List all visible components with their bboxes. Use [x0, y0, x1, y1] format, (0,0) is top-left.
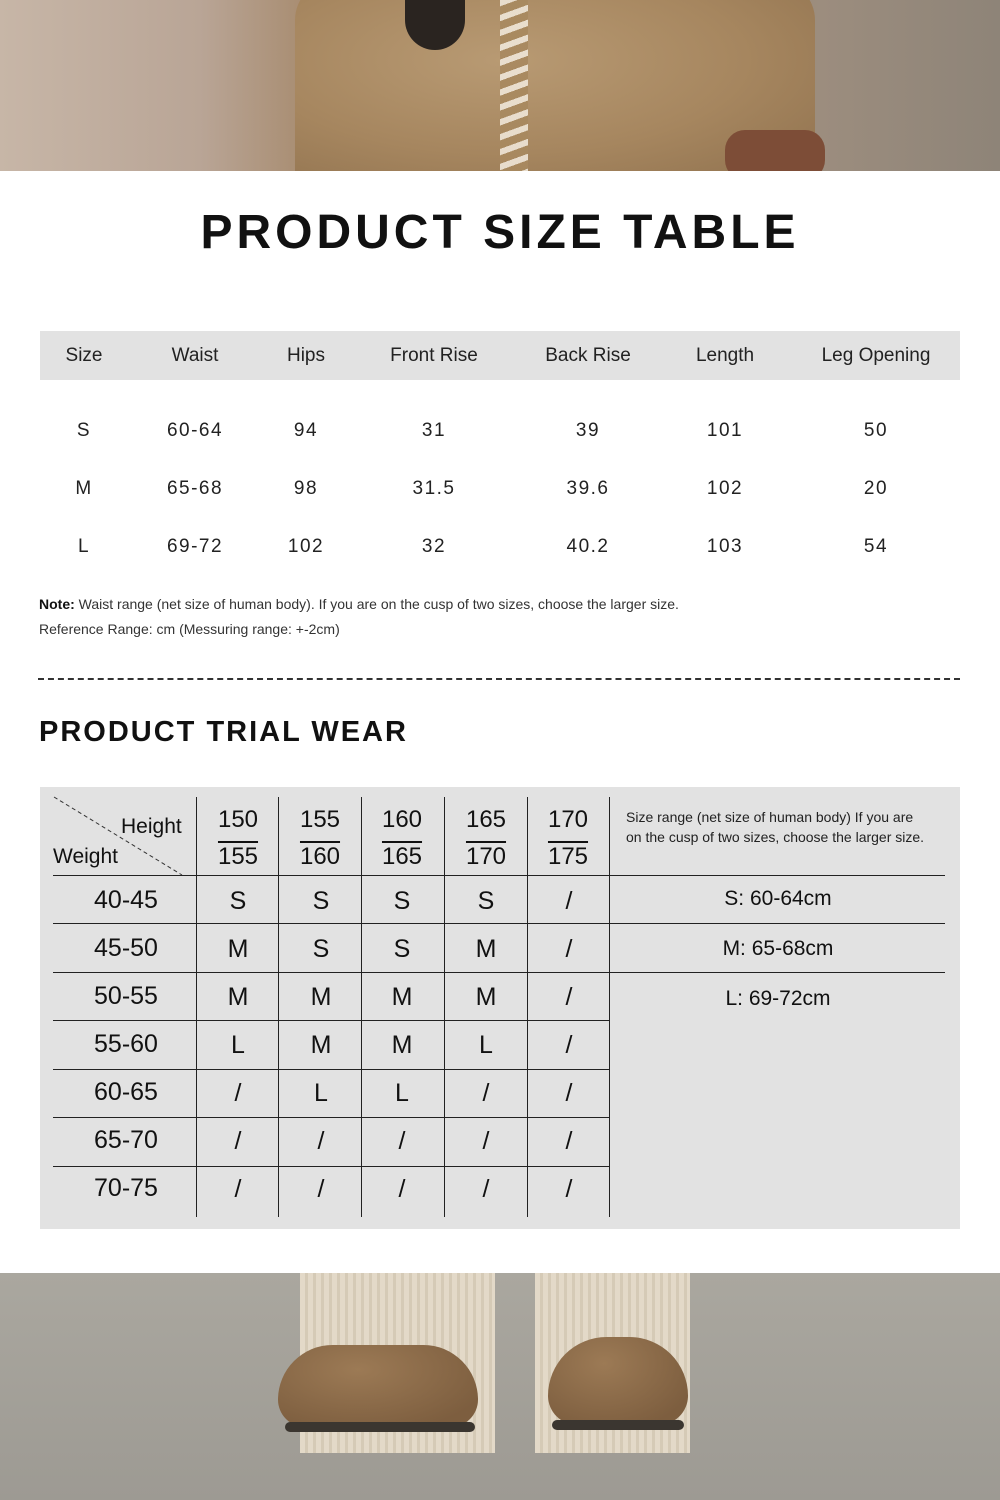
table-cell: L [77, 536, 91, 557]
weight-label: 60-65 [94, 1078, 158, 1106]
size-cell: / [234, 1175, 242, 1203]
size-cell: / [317, 1127, 325, 1155]
bottom-product-photo [0, 1273, 1000, 1500]
size-cell: / [398, 1175, 406, 1203]
grid-line [361, 797, 362, 1217]
size-cell: S [312, 935, 330, 963]
size-cell: S [393, 935, 411, 963]
trial-wear-table [40, 787, 960, 1229]
grid-line [196, 797, 197, 1217]
size-table-header [40, 331, 960, 380]
table-cell: 54 [863, 536, 889, 557]
grid-line [527, 797, 528, 1217]
weight-label: 45-50 [94, 934, 158, 962]
height-col-3: 160 165 [381, 806, 423, 870]
size-cell: / [565, 1079, 573, 1107]
grid-line [53, 972, 945, 973]
size-cell: / [482, 1079, 490, 1107]
table-cell: 101 [706, 420, 744, 441]
header-length: Length [695, 345, 755, 366]
shoe-sole-graphic [285, 1422, 475, 1432]
height-col-2: 155 160 [299, 806, 341, 870]
size-cell: S [312, 887, 330, 915]
top-product-photo [0, 0, 1000, 171]
corner-height-label: Height [121, 815, 182, 838]
cardigan-trim-graphic [500, 0, 528, 171]
table-cell: 98 [293, 478, 319, 499]
weight-label: 65-70 [94, 1126, 158, 1154]
table-cell: 103 [706, 536, 744, 557]
size-cell: S [229, 887, 247, 915]
table-cell: 40.2 [566, 536, 610, 557]
section-divider [38, 678, 960, 680]
table-cell: 50 [863, 420, 889, 441]
corner-weight-label: Weight [53, 845, 118, 868]
table-cell: 102 [706, 478, 744, 499]
header-front-rise: Front Rise [390, 345, 478, 366]
size-cell: L [395, 1079, 409, 1107]
size-cell: / [565, 983, 573, 1011]
size-cell: / [234, 1127, 242, 1155]
shoe-graphic [278, 1345, 478, 1427]
size-cell: / [398, 1127, 406, 1155]
page-title: PRODUCT SIZE TABLE [200, 206, 800, 259]
grid-line [609, 797, 610, 1217]
size-cell: / [565, 1175, 573, 1203]
weight-label: 50-55 [94, 982, 158, 1010]
table-cell: 69-72 [166, 536, 224, 557]
size-cell: M [227, 935, 249, 963]
size-note [39, 596, 679, 612]
size-cell: / [565, 1031, 573, 1059]
weight-label: 70-75 [94, 1174, 158, 1202]
size-cell: S [477, 887, 495, 915]
shoe-sole-graphic [552, 1420, 684, 1430]
size-cell: M [310, 983, 332, 1011]
size-cell: L [314, 1079, 328, 1107]
header-hips: Hips [286, 345, 326, 366]
size-cell: / [482, 1175, 490, 1203]
size-cell: / [565, 935, 573, 963]
table-cell: 31 [421, 420, 447, 441]
table-cell: S [76, 420, 92, 441]
height-col-4: 165 170 [465, 806, 507, 870]
range-s: S: 60-64cm [724, 887, 832, 910]
table-cell: M [75, 478, 93, 499]
size-cell: M [227, 983, 249, 1011]
header-waist: Waist [171, 345, 219, 366]
size-cell: M [391, 983, 413, 1011]
table-cell: 31.5 [412, 478, 456, 499]
trial-wear-title: PRODUCT TRIAL WEAR [39, 716, 408, 748]
weight-label: 40-45 [94, 886, 158, 914]
grid-line [53, 923, 945, 924]
grid-line [444, 797, 445, 1217]
size-cell: M [310, 1031, 332, 1059]
size-cell: L [479, 1031, 493, 1059]
shoe-graphic [548, 1337, 688, 1425]
size-cell: / [234, 1079, 242, 1107]
header-back-rise: Back Rise [545, 345, 631, 366]
table-cell: 60-64 [166, 420, 224, 441]
table-cell: 39.6 [566, 478, 610, 499]
height-col-1: 150 155 [217, 806, 259, 870]
table-cell: 20 [863, 478, 889, 499]
table-cell: 94 [293, 420, 319, 441]
size-cell: L [231, 1031, 245, 1059]
size-cell: M [475, 935, 497, 963]
weight-label: 55-60 [94, 1030, 158, 1058]
note-text: Waist range (net size of human body). If you are on the cusp of two sizes, choose the larger size. [74, 596, 679, 612]
table-cell: 32 [421, 536, 447, 557]
grid-line [278, 797, 279, 1217]
range-m: M: 65-68cm [722, 937, 834, 960]
reference-range-note: Reference Range: cm (Messuring range: +-2cm) [39, 621, 340, 637]
note-label: Note: [39, 596, 75, 612]
size-range-note: Size range (net size of human body) If you are on the cusp of two sizes, choose the larger size. [626, 809, 925, 845]
height-col-5: 170 175 [547, 806, 589, 870]
size-cell: S [393, 887, 411, 915]
range-l: L: 69-72cm [725, 987, 831, 1010]
size-cell: / [565, 1127, 573, 1155]
size-cell: M [391, 1031, 413, 1059]
table-cell: 65-68 [166, 478, 224, 499]
size-cell: M [475, 983, 497, 1011]
header-leg-opening: Leg Opening [821, 345, 931, 366]
size-cell: / [482, 1127, 490, 1155]
table-cell: 102 [287, 536, 325, 557]
grid-line [53, 875, 945, 876]
table-cell: 39 [575, 420, 601, 441]
size-cell: / [317, 1175, 325, 1203]
header-size: Size [65, 345, 103, 366]
sleeve-cuff-graphic [725, 130, 825, 171]
size-cell: / [565, 887, 573, 915]
